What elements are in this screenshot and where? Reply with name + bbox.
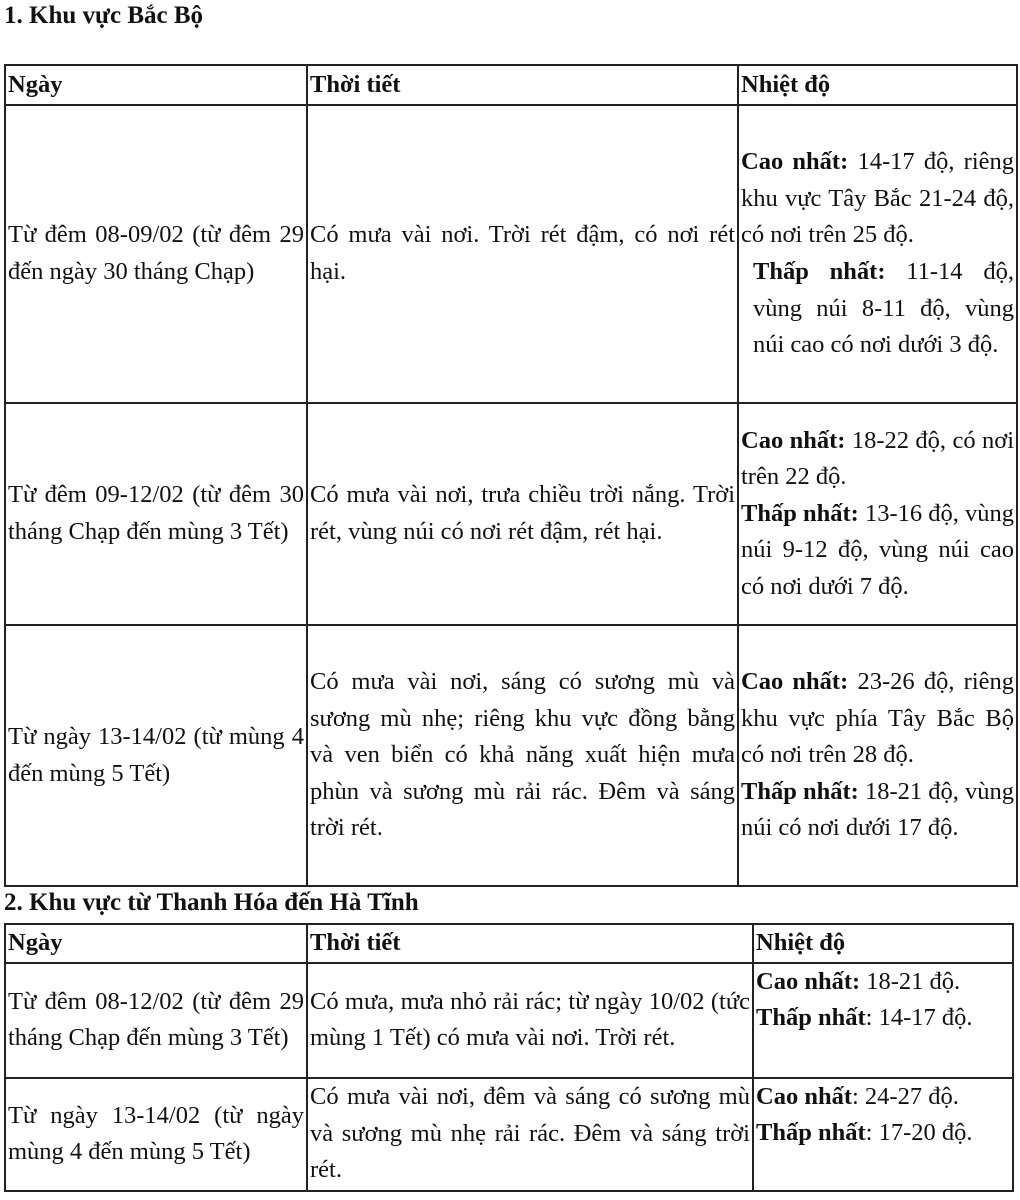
temperature-cell	[753, 963, 1013, 1078]
table-row	[5, 105, 1017, 403]
high-temp-text: 18-22 độ, có nơi trên 22 độ.	[741, 426, 1015, 491]
table-header-row	[5, 924, 1013, 963]
date-cell: Từ ngày 13-14/02 (từ ngày mùng 4 đến mùng 5 Tết)	[5, 1078, 307, 1191]
high-temp-text: : 24-27 độ.	[851, 1082, 959, 1110]
table-row	[5, 403, 1017, 625]
high-temp-label: Cao nhất:	[756, 967, 861, 995]
thanh-hoa-ha-tinh-forecast-table	[4, 923, 1014, 1192]
low-temp-label: Thấp nhất:	[741, 777, 859, 805]
table-row	[5, 625, 1017, 886]
weather-cell: Có mưa vài nơi, sáng có sương mù và sương mù nhẹ; riêng khu vực đồng bằng và ven biển có khả năng xuất hiện mưa phùn và sương mù rải rác. Đêm và sáng trời rét.	[307, 625, 738, 886]
high-temp-label: Cao nhất:	[741, 426, 846, 454]
northern-region-forecast-table	[4, 64, 1018, 887]
low-temp	[741, 254, 1014, 364]
high-temp-text: 23-26 độ, riêng khu vực phía Tây Bắc Bộ có nơi trên 28 độ.	[741, 668, 1015, 769]
weather-cell: Có mưa vài nơi. Trời rét đậm, có nơi rét hại.	[307, 105, 738, 403]
low-temp-label: Thấp nhất	[756, 1119, 866, 1147]
weather-cell: Có mưa, mưa nhỏ rải rác; từ ngày 10/02 (tức mùng 1 Tết) có mưa vài nơi. Trời rét.	[307, 963, 753, 1078]
low-temp-label: Thấp nhất:	[753, 258, 886, 285]
temperature-cell	[738, 625, 1017, 886]
date-column-header: Ngày	[5, 924, 307, 963]
low-temp-text: 13-16 độ, vùng núi 9-12 độ, vùng núi cao có nơi dưới 7 độ.	[741, 499, 1014, 600]
high-temp	[756, 964, 1010, 1001]
high-temp	[741, 144, 1014, 254]
temperature-cell	[753, 1078, 1013, 1191]
weather-column-header: Thời tiết	[307, 924, 753, 963]
section-1-title: 1. Khu vực Bắc Bộ	[4, 2, 204, 29]
high-temp	[756, 1079, 1010, 1116]
date-cell: Từ đêm 08-12/02 (từ đêm 29 tháng Chạp đến mùng 3 Tết)	[5, 963, 307, 1078]
low-temp-label: Thấp nhất	[756, 1004, 866, 1032]
high-temp-label: Cao nhất:	[741, 148, 849, 176]
weather-cell: Có mưa vài nơi, đêm và sáng có sương mù và sương mù nhẹ rải rác. Đêm và sáng trời rét.	[307, 1078, 753, 1191]
date-cell: Từ đêm 08-09/02 (từ đêm 29 đến ngày 30 tháng Chạp)	[5, 105, 307, 403]
high-temp-label: Cao nhất	[756, 1082, 852, 1110]
low-temp-text: : 14-17 độ.	[865, 1004, 973, 1032]
date-column-header: Ngày	[5, 65, 307, 105]
high-temp-label: Cao nhất:	[741, 668, 849, 696]
weather-cell: Có mưa vài nơi, trưa chiều trời nắng. Trời rét, vùng núi có nơi rét đậm, rét hại.	[307, 403, 738, 625]
temperature-cell	[738, 105, 1017, 403]
table-header-row	[5, 65, 1017, 105]
low-temp-text: 11-14 độ, vùng núi 8-11 độ, vùng núi cao có nơi dưới 3 độ.	[753, 258, 1015, 359]
section-2-title: 2. Khu vực từ Thanh Hóa đến Hà Tĩnh	[4, 889, 419, 916]
date-cell: Từ ngày 13-14/02 (từ mùng 4 đến mùng 5 Tết)	[5, 625, 307, 886]
low-temp-label: Thấp nhất:	[741, 499, 859, 527]
table-row	[5, 1078, 1013, 1191]
low-temp	[756, 1000, 1010, 1037]
temperature-cell	[738, 403, 1017, 625]
low-temp	[741, 774, 1014, 847]
low-temp-text: : 17-20 độ.	[865, 1119, 973, 1147]
high-temp	[741, 423, 1014, 496]
temperature-column-header: Nhiệt độ	[738, 65, 1017, 105]
temperature-column-header: Nhiệt độ	[753, 924, 1013, 963]
table-row	[5, 963, 1013, 1078]
high-temp	[741, 664, 1014, 774]
high-temp-text: 18-21 độ.	[866, 967, 961, 995]
high-temp-text: 14-17 độ, riêng khu vực Tây Bắc 21-24 độ, có nơi trên 25 độ.	[741, 148, 1015, 249]
weather-column-header: Thời tiết	[307, 65, 738, 105]
low-temp	[756, 1115, 1010, 1152]
low-temp-text: 18-21 độ, vùng núi có nơi dưới 17 độ.	[741, 777, 1014, 842]
date-cell: Từ đêm 09-12/02 (từ đêm 30 tháng Chạp đến mùng 3 Tết)	[5, 403, 307, 625]
low-temp	[741, 496, 1014, 606]
